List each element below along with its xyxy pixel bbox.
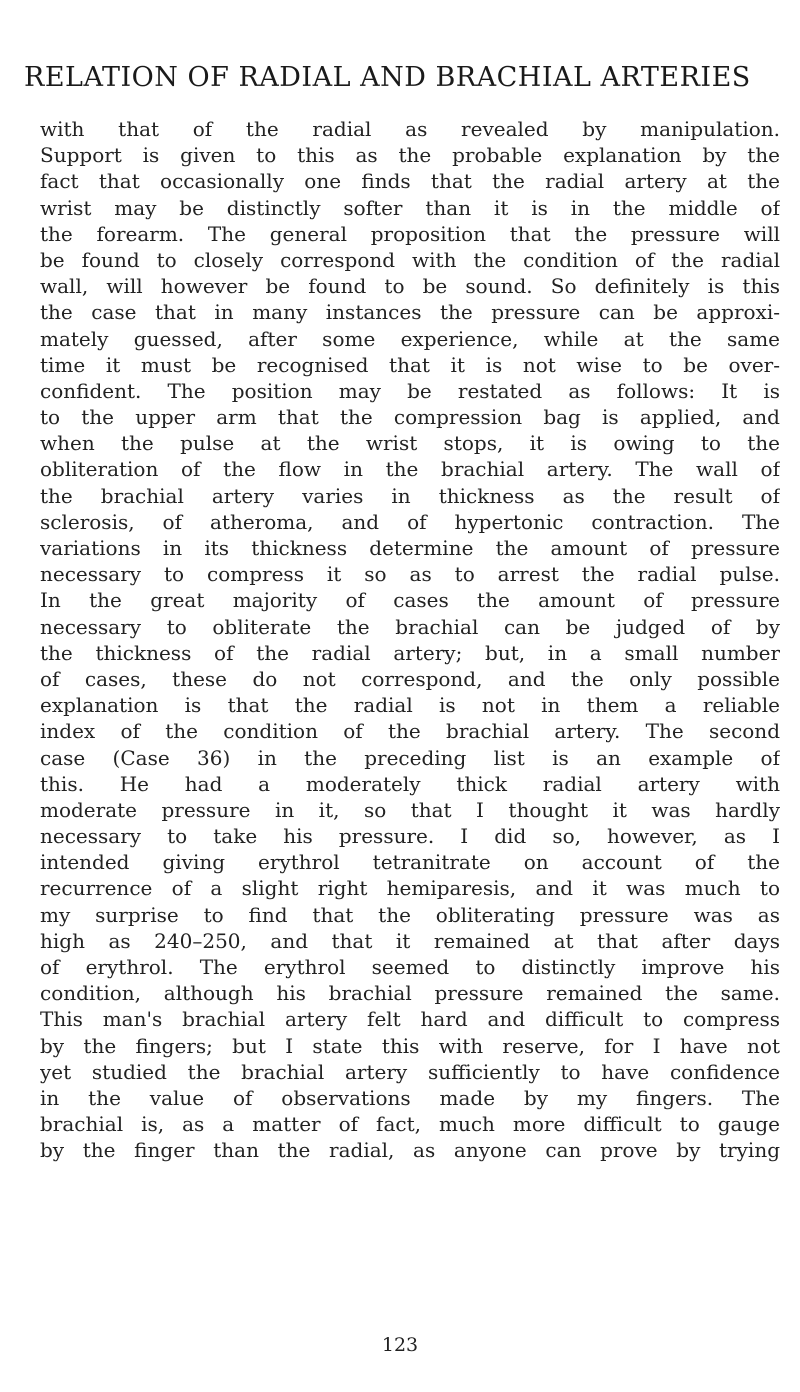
text-line: my surprise to find that the obliterating pressure was as xyxy=(40,902,780,927)
text-line: explanation is that the radial is not in them a reliable xyxy=(40,693,780,718)
text-line: case (Case 36) in the preceding list is an example of xyxy=(40,745,780,770)
text-line: with that of the radial as revealed by manipulation. xyxy=(40,117,780,141)
text-line: necessary to obliterate the brachial can be judged of by xyxy=(40,614,780,639)
running-head: RELATION OF RADIAL AND BRACHIAL ARTERIES xyxy=(24,62,751,93)
text-line: moderate pressure in it, so that I thought it was hardly xyxy=(40,797,780,822)
page-number: 123 xyxy=(381,1334,419,1356)
text-line: intended giving erythrol tetranitrate on account of the xyxy=(40,850,780,875)
text-line: index of the condition of the brachial artery. The second xyxy=(40,719,780,744)
text-line: to the upper arm that the compression bag is applied, and xyxy=(40,405,780,430)
text-line: the thickness of the radial artery; but, in a small number xyxy=(40,640,780,665)
text-line: condition, although his brachial pressure remained the same. xyxy=(40,981,780,1006)
text-line: This man's brachial artery felt hard and difficult to compress xyxy=(40,1007,780,1032)
text-line: recurrence of a slight right hemiparesis, and it was much to xyxy=(40,876,780,901)
text-line: by the finger than the radial, as anyone can prove by trying xyxy=(40,1138,780,1163)
text-line: In the great majority of cases the amount of pressure xyxy=(40,588,780,613)
text-line: be found to closely correspond with the condition of the radial xyxy=(40,247,780,272)
text-line: Support is given to this as the probable explanation by the xyxy=(40,143,780,168)
text-line: the forearm. The general proposition that the pressure will xyxy=(40,221,780,246)
text-line: of cases, these do not correspond, and the only possible xyxy=(40,666,780,691)
text-line: the brachial artery varies in thickness as the result of xyxy=(40,483,780,508)
text-line: wrist may be distinctly softer than it is in the middle of xyxy=(40,195,780,220)
text-line: mately guessed, after some experience, while at the same xyxy=(40,326,780,351)
text-line: when the pulse at the wrist stops, it is owing to the xyxy=(40,431,780,456)
text-line: necessary to take his pressure. I did so, however, as I xyxy=(40,824,780,849)
text-line: this. He had a moderately thick radial artery with xyxy=(40,771,780,796)
text-line: by the fingers; but I state this with reserve, for I have not xyxy=(40,1033,780,1058)
text-line: variations in its thickness determine the amount of pressure xyxy=(40,536,780,560)
text-line: sclerosis, of atheroma, and of hypertonic contraction. The xyxy=(40,509,780,534)
text-line: in the value of observations made by my fingers. The xyxy=(40,1085,780,1110)
text-line: wall, will however be found to be sound. So definitely is this xyxy=(40,274,780,299)
text-line: time it must be recognised that it is not wise to be over- xyxy=(40,352,780,377)
text-line: fact that occasionally one finds that the radial artery at the xyxy=(40,169,780,194)
text-line: confident. The position may be restated as follows: It is xyxy=(40,378,780,403)
text-line: high as 240–250, and that it remained at that after days xyxy=(40,928,780,953)
text-line: brachial is, as a matter of fact, much more difficult to gauge xyxy=(40,1112,780,1137)
text-line: the case that in many instances the pressure can be approxi- xyxy=(40,300,780,325)
text-line: obliteration of the flow in the brachial artery. The wall of xyxy=(40,457,780,482)
body-paragraph xyxy=(40,116,780,1164)
text-line: yet studied the brachial artery sufficiently to have confidence xyxy=(40,1059,780,1084)
text-line: necessary to compress it so as to arrest the radial pulse. xyxy=(40,562,780,587)
text-line: of erythrol. The erythrol seemed to distinctly improve his xyxy=(40,955,780,979)
